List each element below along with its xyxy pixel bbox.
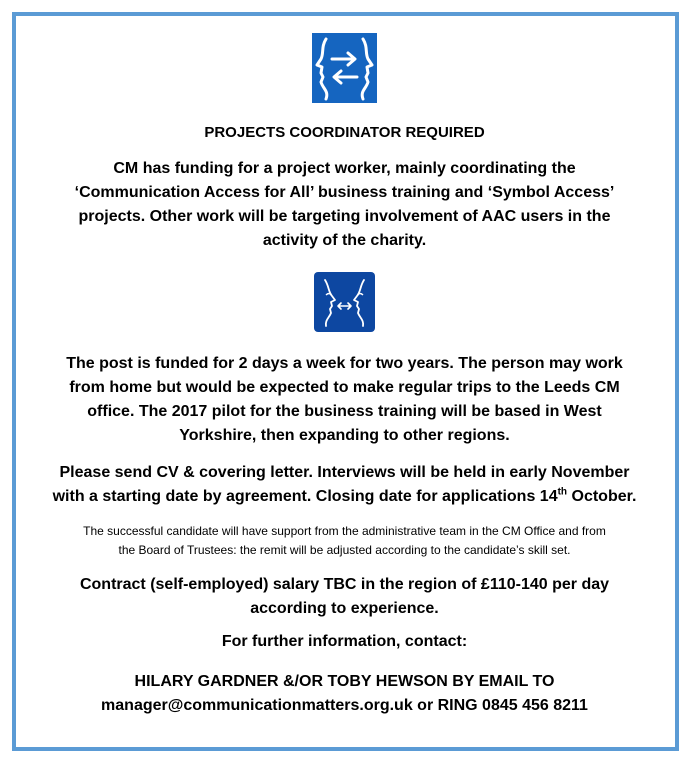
contact-email-phone: manager@communicationmatters.org.uk or RING 0845 456 8211 <box>101 697 588 714</box>
intro-line: ‘Communication Access for All’ business training and ‘Symbol Access’ <box>74 184 615 201</box>
contact-paragraph <box>30 670 659 718</box>
intro-line: CM has funding for a project worker, mainly coordinating the <box>113 160 576 177</box>
two-faces-dialogue-logo <box>314 272 375 332</box>
intro-line: projects. Other work will be targeting involvement of AAC users in the <box>78 208 611 225</box>
post-details-line: office. The 2017 pilot for the business training will be based in West <box>87 403 602 420</box>
ordinal-suffix: th <box>557 486 568 498</box>
post-details-line: The post is funded for 2 days a week for two years. The person may work <box>66 355 623 372</box>
application-line <box>20 485 669 509</box>
closing-date-suffix: October. <box>567 488 637 505</box>
closing-date-prefix: with a starting date by agreement. Closing date for applications 14 <box>52 488 558 505</box>
page-title: PROJECTS COORDINATOR REQUIRED <box>204 124 485 141</box>
application-line: Please send CV & covering letter. Interviews will be held in early November <box>59 464 630 481</box>
application-paragraph <box>20 461 669 509</box>
intro-paragraph <box>30 157 659 253</box>
communication-arrows-logo <box>312 33 377 103</box>
support-line: the Board of Trustees: the remit will be adjusted according to the candidate’s skill set. <box>118 543 571 557</box>
support-paragraph <box>30 522 659 560</box>
post-details-line: Yorkshire, then expanding to other regions. <box>179 427 510 444</box>
intro-line: activity of the charity. <box>262 232 427 249</box>
post-details-paragraph <box>28 352 661 448</box>
post-details-line: from home but would be expected to make regular trips to the Leeds CM <box>69 379 620 396</box>
support-line: The successful candidate will have support from the administrative team in the CM Office and from <box>83 524 606 538</box>
salary-line: Contract (self-employed) salary TBC in the region of £110-140 per day <box>79 576 610 593</box>
contact-names: HILARY GARDNER &/OR TOBY HEWSON BY EMAIL TO <box>134 673 555 690</box>
further-info-label: For further information, contact: <box>221 633 468 650</box>
salary-paragraph <box>30 573 659 621</box>
salary-line: according to experience. <box>250 600 439 617</box>
